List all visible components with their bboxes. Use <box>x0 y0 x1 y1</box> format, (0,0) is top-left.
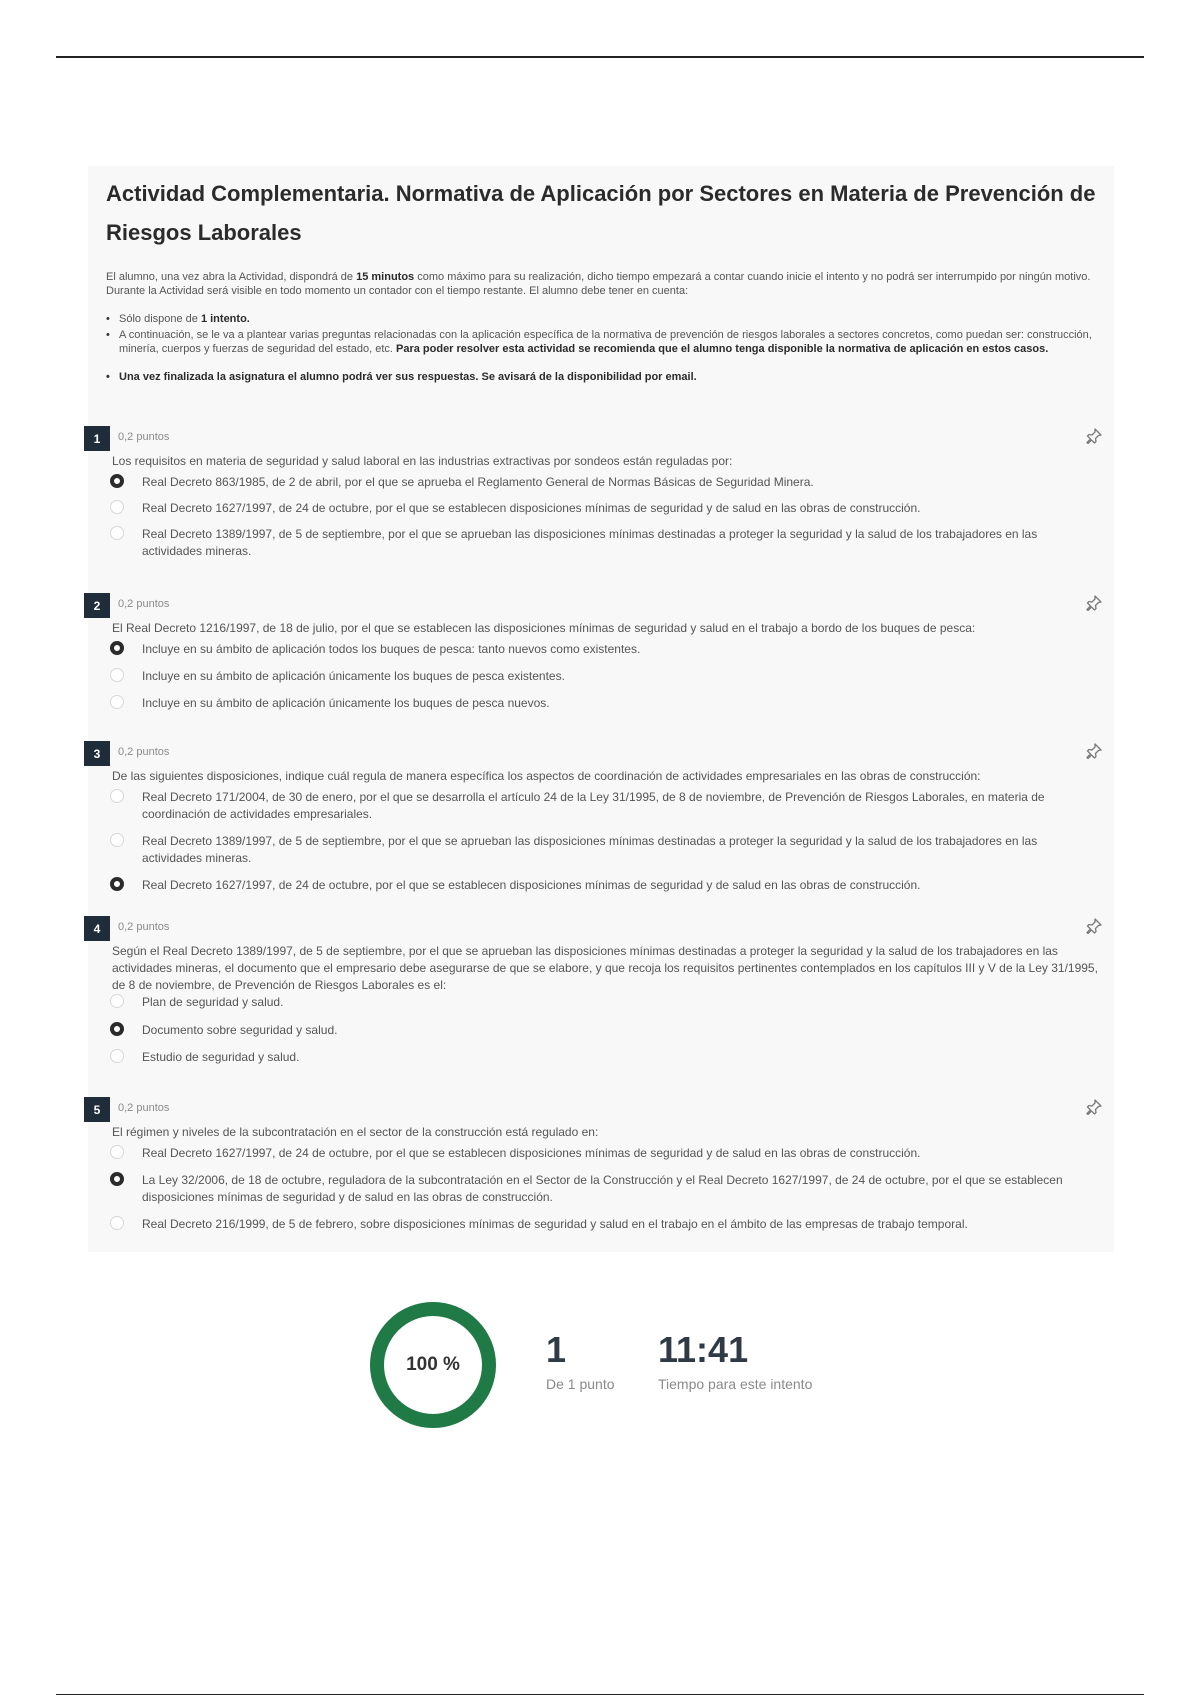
radio-button[interactable] <box>110 1145 124 1159</box>
answer-option-text[interactable]: Real Decreto 1627/1997, de 24 de octubre, por el que se establecen disposiciones mínimas de seguridad y de salud en las obras de construcción. <box>142 1146 921 1160</box>
answer-option-text[interactable]: Real Decreto 863/1985, de 2 de abril, por el que se aprueba el Reglamento General de Normas Básicas de Seguridad Minera. <box>142 475 814 489</box>
question-5 <box>88 1097 1114 1267</box>
instruction-item: • Una vez finalizada la asignatura el alumno podrá ver sus respuestas. Se avisará de la disponibilidad por email. <box>106 370 1096 384</box>
intro-time-limit: 15 minutos <box>356 271 415 283</box>
question-number-badge: 3 <box>84 741 110 766</box>
page-title: Actividad Complementaria. Normativa de Aplicación por Sectores en Materia de Prevención de Riesgos Laborales <box>106 181 1096 245</box>
timer-stat <box>658 1330 812 1392</box>
radio-button[interactable] <box>110 1049 124 1063</box>
question-text: El régimen y niveles de la subcontratación en el sector de la construcción está regulado en: <box>112 1125 599 1139</box>
radio-button-selected[interactable] <box>110 1172 124 1186</box>
question-number-badge: 2 <box>84 593 110 618</box>
answer-option-text[interactable]: Incluye en su ámbito de aplicación todos los buques de pesca: tanto nuevos como existentes. <box>142 642 641 656</box>
question-points: 0,2 puntos <box>118 921 170 933</box>
activity-instructions <box>106 270 1096 298</box>
answer-option-text[interactable]: Real Decreto 1389/1997, de 5 de septiembre, por el que se aprueban las disposiciones mínimas destinadas a proteger la seguridad y la salud de los trabajadores en las actividades mineras. <box>142 527 1038 558</box>
radio-button-selected[interactable] <box>110 877 124 891</box>
top-rule <box>56 56 1144 58</box>
question-text: El Real Decreto 1216/1997, de 18 de julio, por el que se establecen las disposiciones mínimas de seguridad y salud en el trabajo a bordo de los buques de pesca: <box>112 621 976 635</box>
radio-button[interactable] <box>110 695 124 709</box>
answer-option-text[interactable]: La Ley 32/2006, de 18 de octubre, reguladora de la subcontratación en el Sector de la Construcción y el Real Decreto 1627/1997, de 24 de octubre, por el que se establecen disposiciones mínimas de seguridad y de salud en las obras de construcción. <box>142 1173 1063 1204</box>
instruction-item: • Sólo dispone de 1 intento. <box>106 312 1096 326</box>
radio-button[interactable] <box>110 789 124 803</box>
score-label: De 1 punto <box>546 1376 615 1392</box>
bottom-rule <box>56 1694 1144 1695</box>
question-2 <box>88 593 1114 763</box>
answer-option-text[interactable]: Incluye en su ámbito de aplicación únicamente los buques de pesca existentes. <box>142 669 565 683</box>
instructions-list <box>106 312 1096 384</box>
answer-option-text[interactable]: Real Decreto 216/1999, de 5 de febrero, sobre disposiciones mínimas de seguridad y salud en el trabajo en el ámbito de las empresas de trabajo temporal. <box>142 1217 968 1231</box>
instruction-item: • A continuación, se le va a plantear varias preguntas relacionadas con la aplicación específica de la normativa de prevención de riesgos laborales a sectores concretos, como puedan ser: construcción, minería, cuerpos y fuerzas de seguridad del estado, etc. Para poder resolver esta actividad se recomienda que el alumno tenga disponible la normativa de aplicación en estos casos. <box>106 328 1096 356</box>
question-4 <box>88 916 1114 1086</box>
quiz-panel <box>88 166 1114 1252</box>
question-points: 0,2 puntos <box>118 746 170 758</box>
pushpin-icon[interactable] <box>1086 595 1102 611</box>
radio-button-selected[interactable] <box>110 641 124 655</box>
question-points: 0,2 puntos <box>118 1102 170 1114</box>
answer-option-text[interactable]: Real Decreto 1389/1997, de 5 de septiembre, por el que se aprueban las disposiciones mínimas destinadas a proteger la seguridad y la salud de los trabajadores en las actividades mineras. <box>142 834 1038 865</box>
answer-option-text[interactable]: Plan de seguridad y salud. <box>142 995 284 1009</box>
question-number-badge: 4 <box>84 916 110 941</box>
question-text: De las siguientes disposiciones, indique cuál regula de manera específica los aspectos de coordinación de actividades empresariales en las obras de construcción: <box>112 769 981 783</box>
radio-button-selected[interactable] <box>110 1022 124 1036</box>
score-stat <box>546 1330 615 1392</box>
answer-option-text[interactable]: Real Decreto 1627/1997, de 24 de octubre, por el que se establecen disposiciones mínimas de seguridad y de salud en las obras de construcción. <box>142 501 921 515</box>
timer-value: 11:41 <box>658 1329 749 1370</box>
radio-button-selected[interactable] <box>110 474 124 488</box>
answer-option-text[interactable]: Real Decreto 171/2004, de 30 de enero, por el que se desarrolla el artículo 24 de la Ley 31/1995, de 8 de noviembre, de Prevención de Riesgos Laborales, en materia de coordinación de actividades empresariales. <box>142 790 1045 821</box>
question-points: 0,2 puntos <box>118 431 170 443</box>
intro-text-end: como máximo para su realización, dicho tiempo empezará a contar cuando inicie el intento y no podrá ser interrumpido por ningún motivo. Durante la Actividad será visible en todo momento un contador con el tiempo restante. El alumno debe tener en cuenta: <box>106 271 1091 297</box>
score-value: 1 <box>546 1329 567 1370</box>
radio-button[interactable] <box>110 1216 124 1230</box>
radio-button[interactable] <box>110 994 124 1008</box>
pushpin-icon[interactable] <box>1086 743 1102 759</box>
radio-button[interactable] <box>110 500 124 514</box>
answer-option-text[interactable]: Documento sobre seguridad y salud. <box>142 1023 338 1037</box>
question-3 <box>88 741 1114 911</box>
radio-button[interactable] <box>110 833 124 847</box>
timer-label: Tiempo para este intento <box>658 1376 813 1392</box>
intro-text: El alumno, una vez abra la Actividad, dispondrá de <box>106 271 357 283</box>
answer-option-text[interactable]: Real Decreto 1627/1997, de 24 de octubre, por el que se establecen disposiciones mínimas de seguridad y de salud en las obras de construcción. <box>142 878 921 892</box>
activity-header <box>106 174 1096 386</box>
radio-button[interactable] <box>110 668 124 682</box>
pushpin-icon[interactable] <box>1086 918 1102 934</box>
question-number-badge: 1 <box>84 426 110 451</box>
question-number-badge: 5 <box>84 1097 110 1122</box>
pushpin-icon[interactable] <box>1086 428 1102 444</box>
question-text: Los requisitos en materia de seguridad y salud laboral en las industrias extractivas por sondeos están reguladas por: <box>112 454 733 468</box>
progress-percent: 100 % <box>406 1354 460 1375</box>
question-1 <box>88 426 1114 596</box>
answer-option-text[interactable]: Incluye en su ámbito de aplicación únicamente los buques de pesca nuevos. <box>142 696 550 710</box>
question-text: Según el Real Decreto 1389/1997, de 5 de septiembre, por el que se aprueban las disposiciones mínimas destinadas a proteger la seguridad y la salud de los trabajadores en las actividades mineras, el documento que el empresario debe asegurarse de que se elabore, y que recoja los requisitos pertinentes contemplados en los capítulos III y V de la Ley 31/1995, de 8 de noviembre, de Prevención de Riesgos Laborales es el: <box>112 944 1098 992</box>
radio-button[interactable] <box>110 526 124 540</box>
question-points: 0,2 puntos <box>118 598 170 610</box>
answer-option-text[interactable]: Estudio de seguridad y salud. <box>142 1050 300 1064</box>
pushpin-icon[interactable] <box>1086 1099 1102 1115</box>
